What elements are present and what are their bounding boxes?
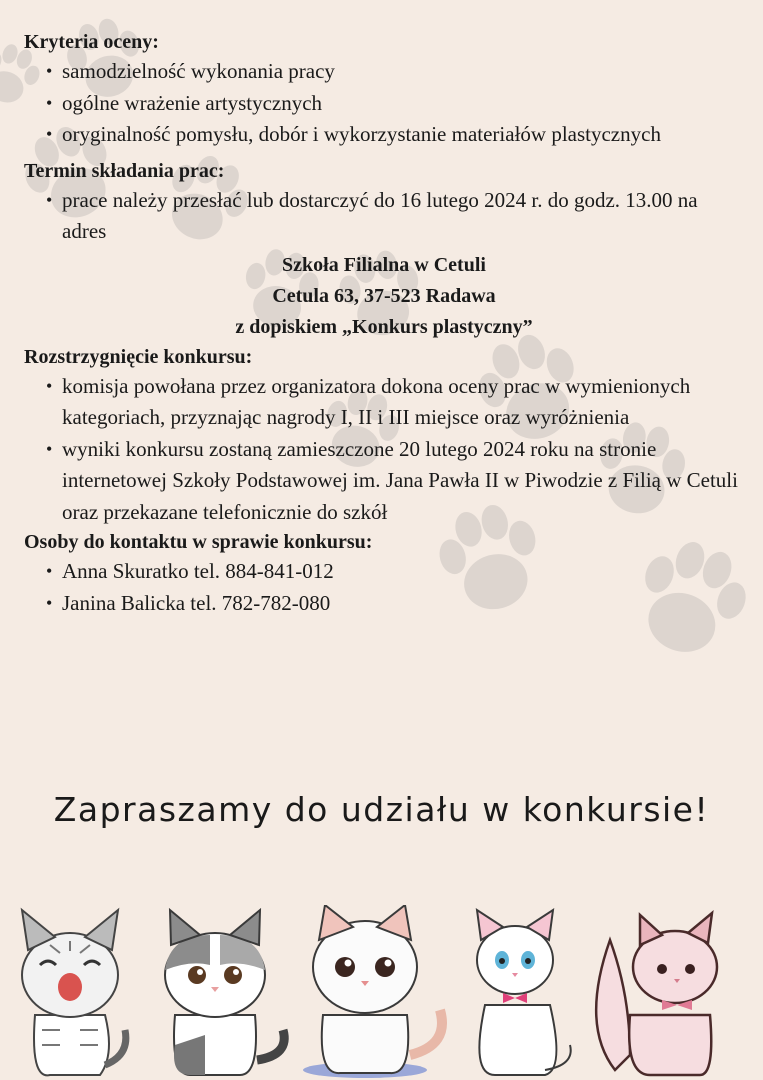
address-line: Cetula 63, 37-523 Radawa [272, 284, 496, 307]
document-body [24, 28, 744, 625]
cat-illustration [596, 913, 717, 1075]
cat-illustration [303, 905, 442, 1078]
resolution-heading: Rozstrzygnięcie konkursu: [24, 345, 253, 368]
address-line: Szkoła Filialna w Cetuli [282, 253, 486, 276]
contact-heading: Osoby do kontaktu w sprawie konkursu: [24, 531, 373, 553]
list-item: • prace należy przesłać lub dostarczyć do 16 lutego 2024 r. do godz. 13.00 na adres [44, 185, 744, 248]
cat-illustration [22, 910, 126, 1075]
criteria-list [24, 56, 744, 151]
invite-slogan: Zapraszamy do udziału w konkursie! [53, 790, 710, 829]
criteria-heading: Kryteria oceny: [24, 31, 159, 53]
cat-illustration [477, 910, 571, 1075]
cat-illustration [165, 910, 284, 1075]
list-item: • samodzielność wykonania pracy [44, 56, 744, 88]
cats-illustration [0, 905, 763, 1080]
address-line: z dopiskiem „Konkurs plastyczny” [235, 315, 533, 338]
list-item: • komisja powołana przez organizatora dokona oceny prac w wymienionych kategoriach, przyznając nagrody I, II i III miejsce oraz wyróżnienia [44, 371, 744, 434]
contact-list [24, 556, 744, 619]
deadline-list [24, 185, 744, 248]
list-item: • Janina Balicka tel. 782-782-080 [44, 588, 744, 620]
list-item: • Anna Skuratko tel. 884-841-012 [44, 556, 744, 588]
list-item: • wyniki konkursu zostaną zamieszczone 20 lutego 2024 roku na stronie internetowej Szkoły Podstawowej im. Jana Pawła II w Piwodzie z Filią w Cetuli oraz przekazane telefonicznie do szkół [44, 434, 744, 529]
deadline-heading: Termin składania prac: [24, 159, 225, 182]
list-item: • oryginalność pomysłu, dobór i wykorzystanie materiałów plastycznych [44, 119, 744, 151]
list-item: • ogólne wrażenie artystycznych [44, 88, 744, 120]
resolution-list [24, 371, 744, 529]
address-block [24, 250, 744, 343]
